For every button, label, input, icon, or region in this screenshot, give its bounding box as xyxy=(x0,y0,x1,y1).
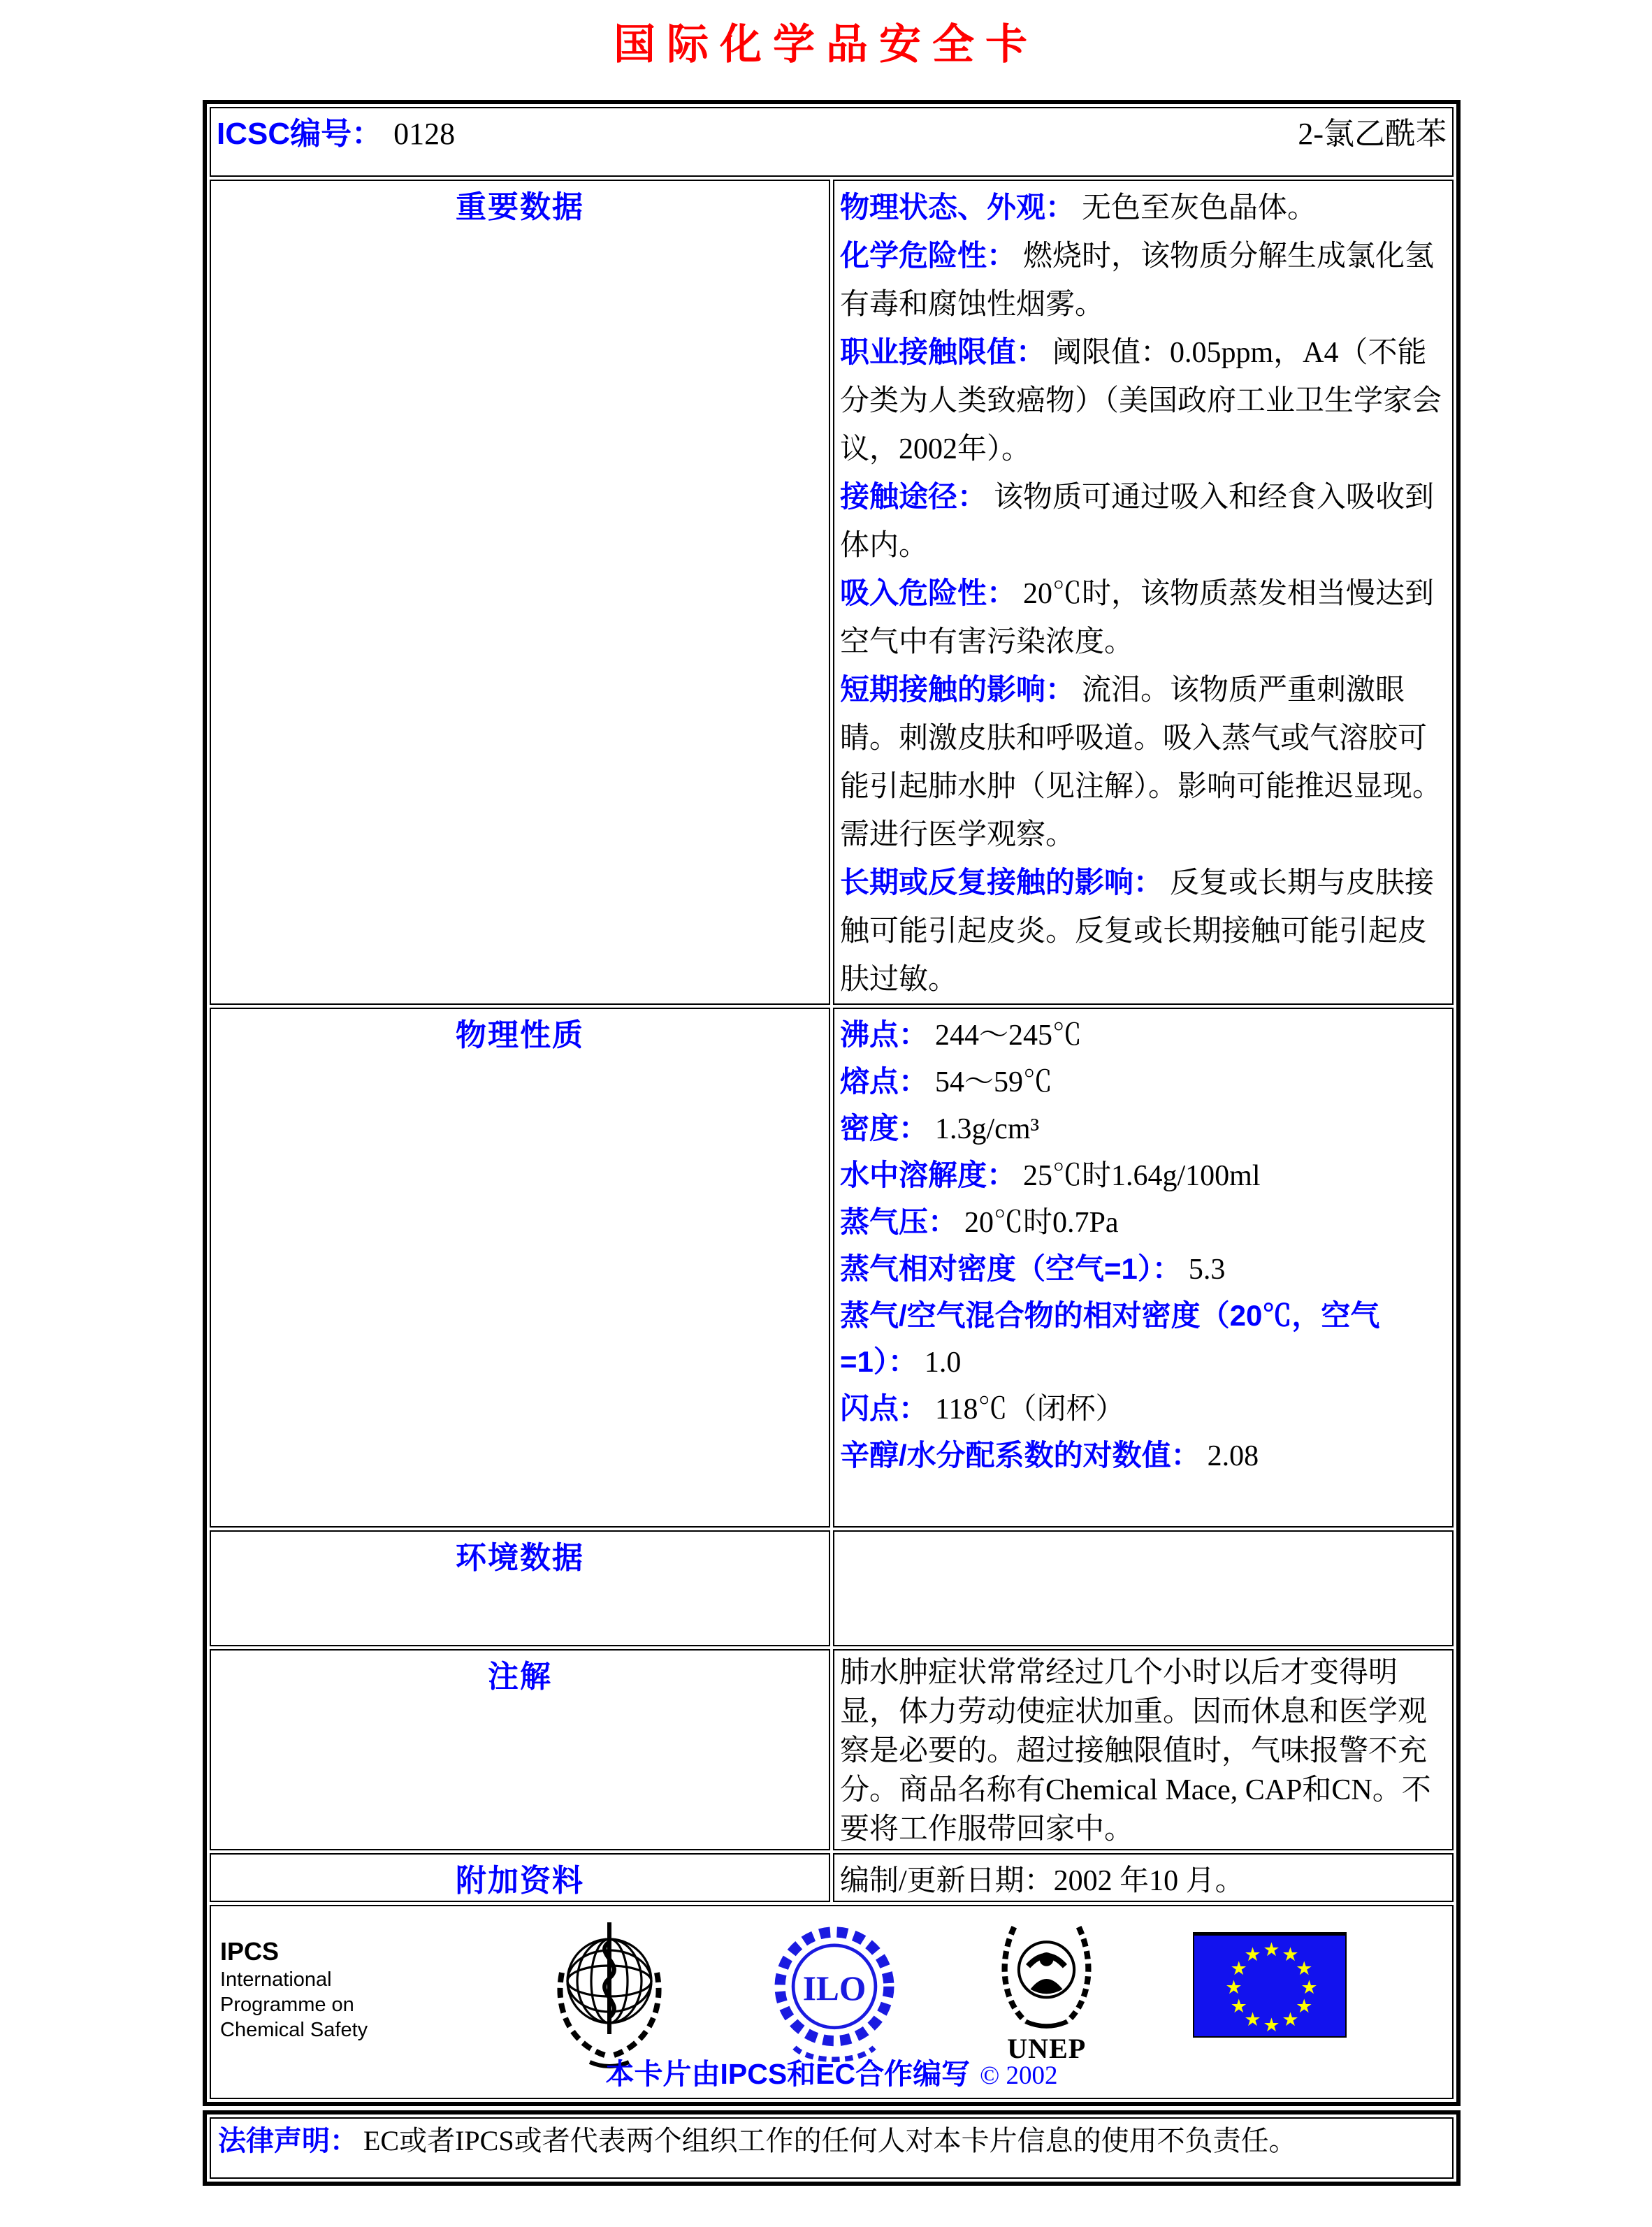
property-line xyxy=(840,570,1447,666)
property-line xyxy=(840,1105,1447,1152)
property-label: 长期或反复接触的影响： xyxy=(840,866,1164,899)
important-data-content xyxy=(833,180,1454,1005)
legal-cell xyxy=(210,2117,1454,2179)
property-label: 辛醇/水分配系数的对数值： xyxy=(840,1439,1201,1472)
eu-flag-star: ★ xyxy=(1244,2009,1261,2031)
credit-text: 本卡片由IPCS和EC合作编写 xyxy=(605,2058,971,2090)
icsc-number-label: ICSC编号： xyxy=(217,117,383,151)
icsc-number-value: 0128 xyxy=(393,117,456,151)
eu-flag-star: ★ xyxy=(1282,1943,1299,1965)
ipcs-line-1: International xyxy=(220,1968,332,1991)
property-value: 无色至灰色晶体。 xyxy=(1082,192,1317,224)
additional-info-text: 编制/更新日期：2002 年10 月。 xyxy=(840,1865,1245,1897)
eu-flag-star: ★ xyxy=(1282,2009,1299,2031)
header-cell xyxy=(210,107,1454,177)
eu-flag-star: ★ xyxy=(1225,1976,1242,1998)
property-value: 1.3g/cm³ xyxy=(935,1113,1040,1145)
property-value: 燃烧时，该物质分解生成氯化氢有毒和腐蚀性烟雾。 xyxy=(840,240,1435,321)
legal-table xyxy=(203,2110,1461,2186)
additional-info-content xyxy=(833,1853,1454,1902)
property-label: 蒸气相对密度（空气=1）： xyxy=(840,1252,1182,1285)
property-value: 2.08 xyxy=(1207,1440,1259,1472)
property-value: 阈限值：0.05ppm，A4（不能分类为人类致癌物）（美国政府工业卫生学家会议，2002年）。 xyxy=(840,337,1442,465)
ipcs-line-3: Chemical Safety xyxy=(220,2019,368,2041)
physical-properties-row xyxy=(210,1008,1454,1528)
eu-flag-star: ★ xyxy=(1296,1995,1313,2017)
icsc-number-group xyxy=(217,108,455,153)
property-line xyxy=(840,859,1447,1003)
property-line xyxy=(840,1059,1447,1105)
property-label: 密度： xyxy=(840,1112,929,1145)
header-row xyxy=(210,107,1454,177)
property-line xyxy=(840,473,1447,570)
legal-row xyxy=(210,2117,1454,2179)
property-value: 25℃时1.64g/100ml xyxy=(1023,1160,1261,1192)
property-line xyxy=(840,1386,1447,1432)
property-label: 闪点： xyxy=(840,1392,929,1425)
eu-flag xyxy=(1193,1932,1347,2038)
additional-info-label: 附加资料 xyxy=(210,1853,830,1902)
property-line xyxy=(840,1012,1447,1059)
property-label: 接触途径： xyxy=(840,480,987,513)
property-value: 流泪。该物质严重刺激眼睛。刺激皮肤和呼吸道。吸入蒸气或气溶胶可能引起肺水肿（见注解）。影响可能推迟显现。需进行医学观察。 xyxy=(840,674,1442,851)
notes-content xyxy=(833,1649,1454,1850)
logos-cell xyxy=(210,1905,1454,2099)
property-label: 水中溶解度： xyxy=(840,1159,1017,1191)
safety-card xyxy=(203,100,1461,2186)
property-label: 蒸气压： xyxy=(840,1205,958,1238)
unep-logo-icon xyxy=(989,1917,1104,2034)
property-value: 118℃（闭杯） xyxy=(935,1393,1125,1426)
property-label: 职业接触限值： xyxy=(840,335,1046,368)
environmental-data-content xyxy=(833,1530,1454,1646)
property-value: 1.0 xyxy=(924,1347,962,1379)
credit-line xyxy=(211,2051,1452,2092)
additional-info-row xyxy=(210,1853,1454,1902)
ipcs-line-2: Programme on xyxy=(220,1994,354,2016)
important-data-row xyxy=(210,180,1454,1005)
ipcs-title: IPCS xyxy=(220,1937,280,1966)
property-value: 5.3 xyxy=(1188,1254,1226,1286)
eu-flag-star: ★ xyxy=(1230,1957,1247,1979)
card-table xyxy=(203,100,1461,2106)
property-line xyxy=(840,666,1447,859)
ilo-logo-text: ILO xyxy=(802,1968,866,2008)
important-data-label: 重要数据 xyxy=(210,180,830,1005)
notes-text: 肺水肿症状常常经过几个小时以后才变得明显，体力劳动使症状加重。因而休息和医学观察是必要的。超过接触限值时，气味报警不充分。商品名称有Chemical Mace, CAP和CN。不要将工作服带回家中。 xyxy=(840,1657,1431,1845)
property-value: 该物质可通过吸入和经食入吸收到体内。 xyxy=(840,481,1435,562)
property-label: 蒸气/空气混合物的相对密度（20℃，空气=1）： xyxy=(840,1299,1380,1378)
physical-properties-content xyxy=(833,1008,1454,1528)
property-line xyxy=(840,1152,1447,1199)
property-value: 244～245℃ xyxy=(935,1020,1082,1052)
property-value: 反复或长期与皮肤接触可能引起皮炎。反复或长期接触可能引起皮肤过敏。 xyxy=(840,867,1435,996)
physical-properties-label: 物理性质 xyxy=(210,1008,830,1528)
property-label: 短期接触的影响： xyxy=(840,673,1075,706)
eu-flag-star: ★ xyxy=(1263,2014,1280,2036)
page-title: 国际化学品安全卡 xyxy=(614,21,1038,68)
chemical-name: 2-氯乙酰苯 xyxy=(1298,117,1447,151)
logos-row xyxy=(210,1905,1454,2099)
eu-flag-star: ★ xyxy=(1230,1995,1247,2017)
property-label: 沸点： xyxy=(840,1018,929,1051)
property-label: 物理状态、外观： xyxy=(840,191,1075,224)
property-line xyxy=(840,1199,1447,1246)
eu-flag-star: ★ xyxy=(1244,1943,1261,1965)
eu-flag-star: ★ xyxy=(1300,1976,1318,1998)
environmental-data-label: 环境数据 xyxy=(210,1530,830,1646)
copyright-text: © 2002 xyxy=(980,2061,1058,2090)
property-line xyxy=(840,1246,1447,1293)
legal-label: 法律声明： xyxy=(218,2126,358,2156)
eu-flag-star: ★ xyxy=(1263,1938,1280,1960)
unep-logo-text: UNEP xyxy=(1007,2033,1087,2064)
property-line xyxy=(840,328,1447,473)
property-label: 吸入危险性： xyxy=(840,576,1017,609)
property-line xyxy=(840,184,1447,232)
property-line xyxy=(840,1432,1447,1479)
environmental-data-row xyxy=(210,1530,1454,1646)
property-line xyxy=(840,232,1447,328)
notes-row xyxy=(210,1649,1454,1850)
property-label: 熔点： xyxy=(840,1065,929,1098)
property-value: 54～59℃ xyxy=(935,1066,1053,1098)
legal-text: EC或者IPCS或者代表两个组织工作的任何人对本卡片信息的使用不负责任。 xyxy=(363,2125,1297,2156)
property-line xyxy=(840,1293,1447,1386)
unep-logo xyxy=(989,1917,1104,2065)
notes-label: 注解 xyxy=(210,1649,830,1850)
eu-flag-star: ★ xyxy=(1296,1957,1313,1979)
ipcs-text-block xyxy=(220,1917,451,2043)
property-value: 20℃时0.7Pa xyxy=(964,1207,1119,1239)
property-value: 20℃时，该物质蒸发相当慢达到空气中有害污染浓度。 xyxy=(840,578,1435,658)
property-label: 化学危险性： xyxy=(840,239,1017,272)
